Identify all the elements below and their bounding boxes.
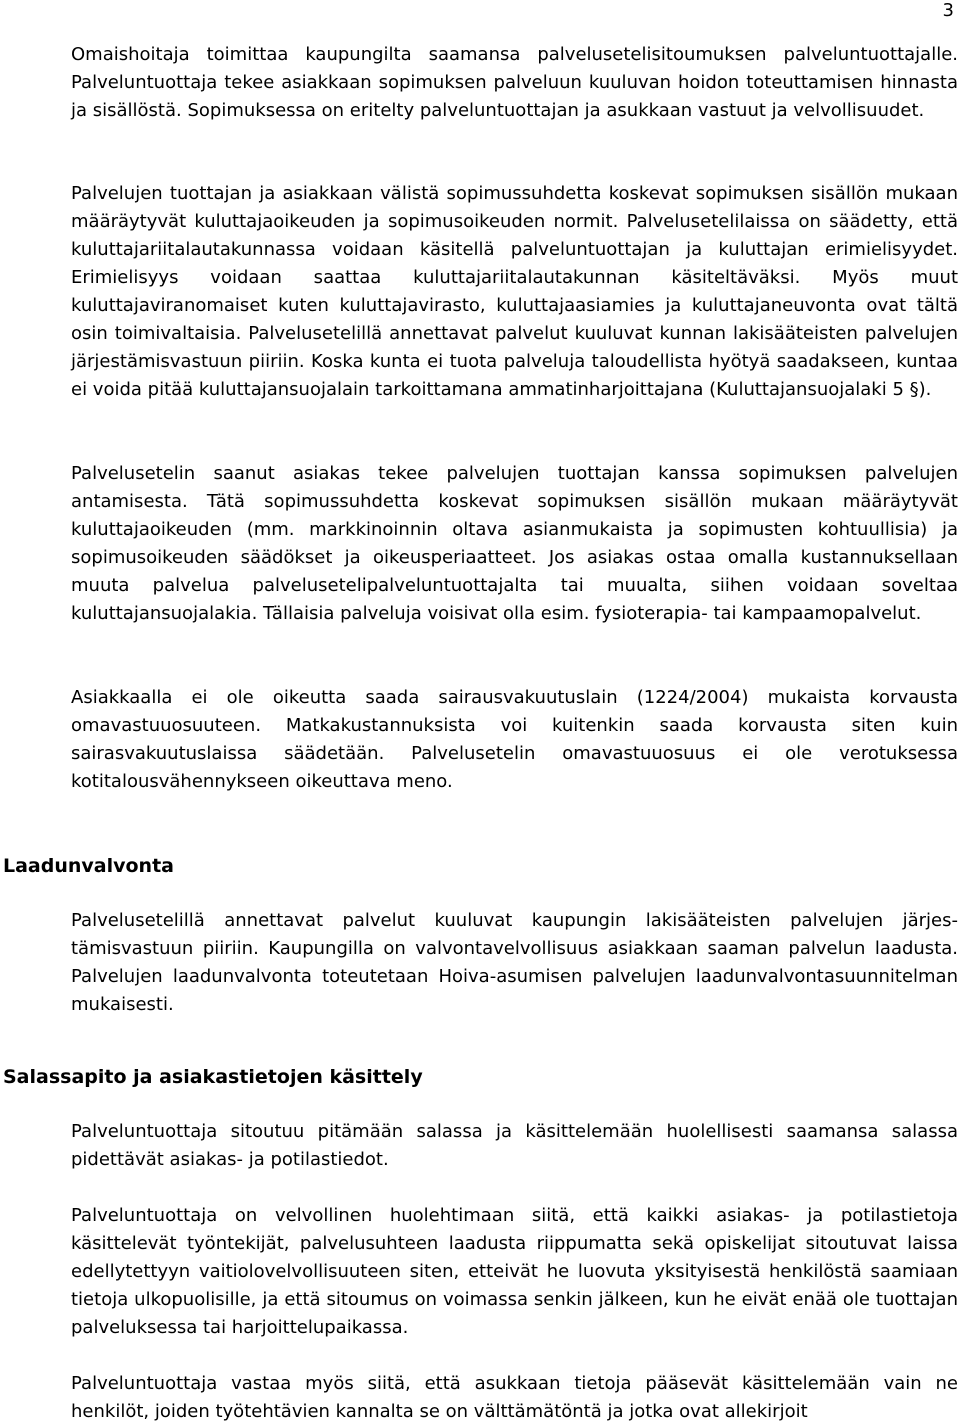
paragraph-privacy-1: Palveluntuottaja sitoutuu pitämään salassa ja käsittelemään huolellisesti saamansa salassa pidettävät asiakas- ja potilastiedot. (71, 1121, 958, 1170)
paragraph-intro-3: Palvelusetelin saanut asiakas tekee palvelujen tuottajan kanssa sopimuksen palvelujen antamisesta. Tätä sopimussuhdetta koskevat sopimuksen sisällön mukaan määräytyvät kuluttajaoikeuden (mm. markkinoinnin oltava asianmukaista ja sopimusten kohtuullisia) ja sopimusoikeuden säädökset ja oikeusperiaatteet. Jos asiakas ostaa omalla kustannuksellaan muuta palvelua palvelusetelipalveluntuottajalta tai muualta, siihen voidaan soveltaa kuluttajansuojalakia. Tällaisia palveluja voisivat olla esim. fysioterapia- tai kampaamopalvelut. (71, 463, 958, 624)
paragraph-intro-2: Palvelujen tuottajan ja asiakkaan välistä sopimussuhdetta koskevat sopimuksen sisällön mukaan määräytyvät kuluttajaoikeuden ja sopimusoikeuden normit. Palvelusetelilaissa on säädetty, että kuluttajariitalautakunnassa voidaan käsitellä palveluntuottajan ja kuluttajan erimielisyydet. Erimielisyys voidaan saattaa kuluttajariitalautakunnan käsiteltäväksi. Myös muut kuluttajaviranomaiset kuten kuluttajavirasto, kuluttajaasiamies ja kuluttajaneuvonta ovat tältä osin toimivaltaisia. Palvelusetelillä annettavat palvelut kuuluvat kunnan lakisääteisten palvelujen järjestämisvastuun piiriin. Koska kunta ei tuota palveluja taloudellista hyötyä saadakseen, kuntaa ei voida pitää kuluttajansuojalain tarkoittamana ammatinharjoittajana (Kuluttajansuojalaki 5 §). (71, 183, 958, 400)
paragraph-privacy-3: Palveluntuottaja vastaa myös siitä, että asukkaan tietoja pääsevät käsittelemään vain ne henkilöt, joiden työtehtävien kannalta se on välttämätöntä ja jotka ovat allekirjoit (71, 1373, 958, 1422)
heading-laadunvalvonta: Laadunvalvonta (3, 855, 174, 877)
paragraph-quality-1: Palvelusetelillä annettavat palvelut kuuluvat kaupungin lakisääteisten palvelujen järjestämisvastuun piiriin. Kaupungilla on valvontavelvollisuus asiakkaan saaman palvelun laadusta. Palvelujen laadunvalvonta toteutetaan Hoiva-asumisen palvelujen laadunvalvontasuunnitelman mukaisesti. (71, 910, 958, 1015)
paragraph-privacy-2: Palveluntuottaja on velvollinen huolehtimaan siitä, että kaikki asiakas- ja potilastietoja käsittelevät työntekijät, palvelusuhteen laadusta riippumatta sekä opiskelijat sitoutuvat laissa edellytettyyn vaitiolovelvollisuuteen siten, etteivät he luovuta yksityisestä henkilöstä saamiaan tietoja ulkopuolisille, ja että sitoumus on voimassa senkin jälkeen, kun he eivät enää ole tuottajan palveluksessa tai harjoittelupaikassa. (71, 1205, 958, 1338)
paragraph-intro-1: Omaishoitaja toimittaa kaupungilta saamansa palvelusetelisitoumuksen palveluntuottajalle. Palveluntuottaja tekee asiakkaan sopimuksen palveluun kuuluvan hoidon toteuttamisen hinnasta ja sisällöstä. Sopimuksessa on eritelty palveluntuottajan ja asukkaan vastuut ja velvollisuudet. (71, 44, 958, 121)
heading-salassapito: Salassapito ja asiakastietojen käsittely (3, 1066, 423, 1088)
page-number: 3 (942, 0, 954, 21)
paragraph-intro-4: Asiakkaalla ei ole oikeutta saada sairausvakuutuslain (1224/2004) mukaista korvausta omavastuuosuuteen. Matkakustannuksista voi kuitenkin saada korvausta siten kuin sairasvakuutuslaissa säädetään. Palvelusetelin omavastuuosuus ei ole verotuksessa kotitalousvähennykseen oikeuttava meno. (71, 687, 958, 792)
